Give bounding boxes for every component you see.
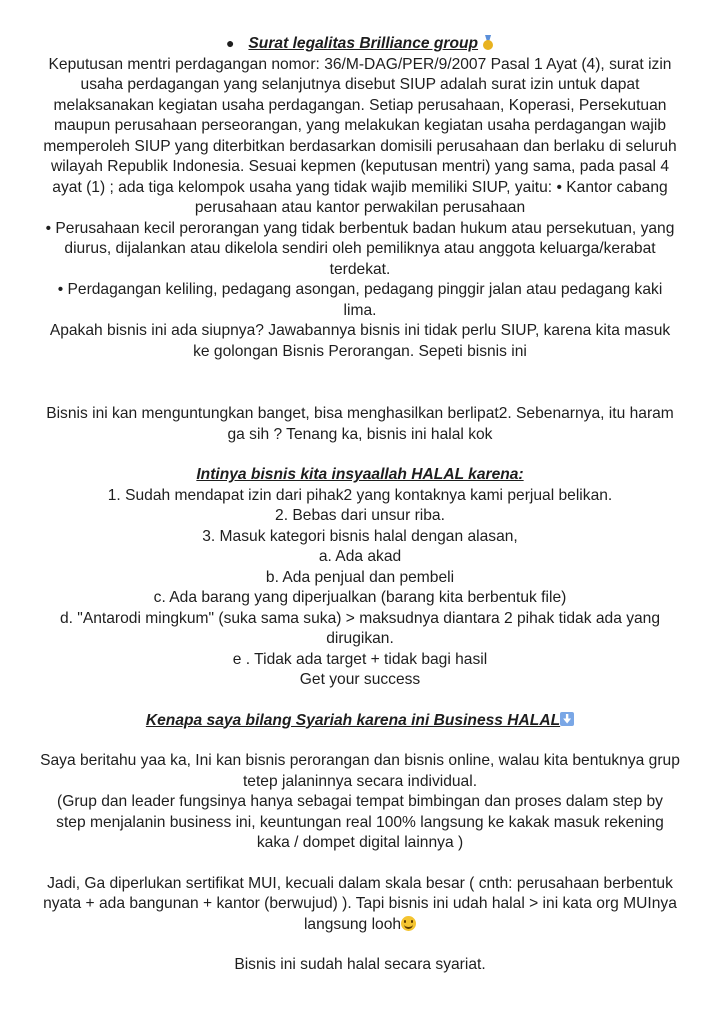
text-line: usaha perdagangan yang selanjutnya disebut SIUP adalah surat izin untuk dapat	[80, 76, 640, 93]
text-line-with-icon	[32, 915, 688, 936]
section4-title: Kenapa saya bilang Syariah karena ini Business HALAL	[145, 711, 561, 729]
list-item: Get your success	[299, 671, 421, 688]
text-line: lima.	[343, 301, 377, 319]
text-line: perusahaan atau kantor perwakilan perusahaan	[194, 199, 526, 216]
text-line: terdekat.	[329, 260, 391, 278]
list-item: 1. Sudah mendapat izin dari pihak2 yang kontaknya kami perjual belikan.	[107, 486, 613, 504]
text-line: Saya beritahu yaa ka, Ini kan bisnis perorangan dan bisnis online, walau kita bentuknya grup	[40, 752, 680, 769]
list-item: d. "Antarodi mingkum" (suka sama suka) > maksudnya diantara 2 pihak tidak ada yang	[59, 609, 661, 627]
arrow-down-icon	[560, 712, 574, 726]
text-line: nyata + ada bangunan + kantor (berwujud) ). Tapi bisnis ini udah halal > ini kata org MUInya	[43, 895, 677, 912]
text-line: ayat (1) ; ada tiga kelompok usaha yang tidak wajib memiliki SIUP, yaitu: • Kantor cabang	[52, 178, 668, 196]
section4-paragraph2	[32, 874, 688, 936]
smile-icon	[401, 916, 416, 931]
section2-paragraph	[32, 404, 688, 445]
list-item: c. Ada barang yang diperjualkan (barang kita berbentuk file)	[153, 589, 567, 606]
text-line: Apakah bisnis ini ada siupnya? Jawabannya bisnis ini tidak perlu SIUP, karena kita masuk	[49, 322, 671, 339]
list-item: a. Ada akad	[318, 548, 402, 565]
text-line: ke golongan Bisnis Perorangan. Sepeti bisnis ini	[193, 342, 527, 360]
text-line: Keputusan mentri perdagangan nomor: 36/M-DAG/PER/9/2007 Pasal 1 Ayat (4), surat izin	[48, 55, 672, 73]
section1-paragraph	[32, 55, 688, 363]
text-line: step menjalanin business ini, keuntungan real 100% langsung ke kakak masuk rekening	[56, 813, 664, 831]
spacer	[32, 854, 688, 874]
text-line: tetep jalaninnya secara individual.	[242, 772, 478, 790]
spacer	[32, 731, 688, 751]
text-line: ga sih ? Tenang ka, bisnis ini halal kok	[227, 425, 493, 443]
text-line: Jadi, Ga diperlukan sertifikat MUI, kecuali dalam skala besar ( cnth: perusahaan berbentuk	[47, 874, 673, 892]
text-line: (Grup dan leader fungsinya hanya sebagai tempat bimbingan dan proses dalam step by	[57, 793, 663, 810]
text-line: • Perusahaan kecil perorangan yang tidak berbentuk badan hukum atau persekutuan, yang	[45, 219, 675, 237]
section3-list	[32, 486, 688, 691]
spacer	[32, 691, 688, 711]
text-line: langsung looh	[303, 915, 402, 933]
spacer	[32, 362, 688, 404]
section4-paragraph1	[32, 751, 688, 854]
list-item: dirugikan.	[326, 630, 394, 647]
text-line: wilayah Republik Indonesia. Sesuai kepmen (keputusan mentri) yang sama, pada pasal 4	[50, 158, 670, 175]
text-line: Bisnis ini kan menguntungkan banget, bisa menghasilkan berlipat2. Sebenarnya, itu haram	[46, 405, 674, 422]
closing-text: Bisnis ini sudah halal secara syariat.	[234, 956, 486, 973]
text-line: • Perdagangan keliling, pedagang asongan, pedagang pinggir jalan atau pedagang kaki	[57, 281, 663, 298]
medal-icon	[482, 35, 494, 50]
text-line: diurus, dijalankan atau dikelola sendiri oleh pemiliknya atau anggota keluarga/kerabat	[64, 240, 656, 257]
list-item: 2. Bebas dari unsur riba.	[275, 507, 445, 524]
list-item: e . Tidak ada target + tidak bagi hasil	[232, 650, 488, 668]
section1-title-line	[32, 33, 688, 55]
spacer	[32, 445, 688, 465]
text-line: melaksanakan kegiatan usaha perdagangan. Setiap perusahaan, Koperasi, Persekutuan	[53, 96, 667, 114]
text-line: kaka / dompet digital lainnya )	[256, 834, 464, 851]
section1-title: Surat legalitas Brilliance group	[248, 35, 479, 52]
bullet-icon: ●	[225, 35, 235, 51]
text-line: memperoleh SIUP yang diterbitkan berdasarkan domisili perusahaan dan berlaku di seluruh	[43, 137, 677, 155]
list-item: b. Ada penjual dan pembeli	[265, 568, 455, 586]
section4-title-line	[32, 711, 688, 732]
section3-title: Intinya bisnis kita insyaallah HALAL karena:	[196, 466, 524, 483]
text-line: maupun perusahaan perseorangan, yang melakukan kegiatan usaha perdagangan wajib	[53, 117, 667, 134]
list-item: 3. Masuk kategori bisnis halal dengan alasan,	[202, 527, 518, 545]
spacer	[32, 935, 688, 955]
